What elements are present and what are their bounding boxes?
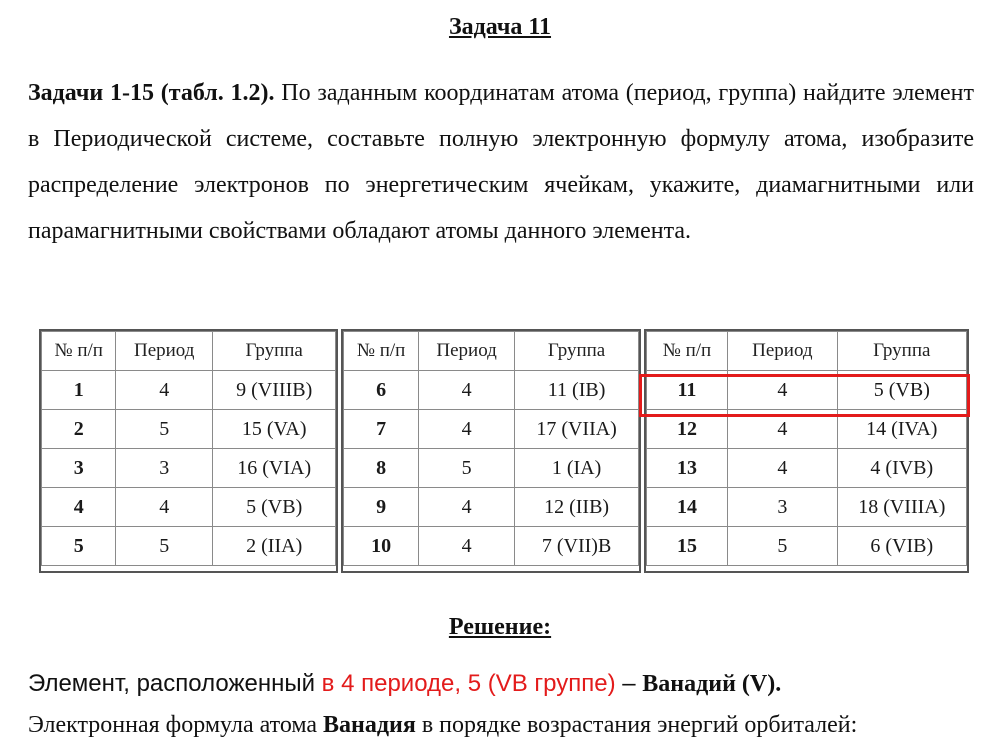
cell-group: 14 (IVA) [837, 410, 966, 449]
cell-group: 6 (VIB) [837, 527, 966, 566]
formula-intro-line [28, 712, 857, 739]
cell-period: 4 [116, 371, 213, 410]
formula-intro-rest: в порядке возрастания энергий орбиталей: [415, 712, 858, 738]
cell-group: 1 (IA) [515, 449, 638, 488]
cell-group: 16 (VIA) [213, 449, 336, 488]
table-row [42, 527, 336, 566]
cell-num: 9 [344, 488, 418, 527]
cell-num: 15 [646, 527, 727, 566]
cell-group: 5 (VB) [837, 371, 966, 410]
table-row [646, 488, 966, 527]
cell-num: 11 [646, 371, 727, 410]
task-text: По заданным координатам атома (период, группа) найдите элемент в Периодической системе, составьте полную электронную формулу атома, изобразите распределение электронов по энергетическим ячейкам, укажите, диамагнитными или парамагнитными свойствами обладают атомы данного элемента. [28, 80, 975, 244]
answer-dash: – [615, 670, 643, 697]
table-row [344, 488, 638, 527]
cell-group: 9 (VIIIB) [213, 371, 336, 410]
table-block-1 [39, 329, 338, 573]
header-group: Группа [515, 332, 638, 371]
table-row [344, 410, 638, 449]
cell-num: 1 [42, 371, 116, 410]
cell-group: 11 (IB) [515, 371, 638, 410]
table-row [42, 488, 336, 527]
cell-num: 7 [344, 410, 418, 449]
table-row [646, 449, 966, 488]
cell-period: 4 [116, 488, 213, 527]
table-row [344, 449, 638, 488]
cell-group: 17 (VIIA) [515, 410, 638, 449]
table-block-3-grid [646, 331, 967, 566]
cell-period: 3 [728, 488, 838, 527]
header-group: Группа [213, 332, 336, 371]
cell-group: 5 (VB) [213, 488, 336, 527]
cell-period: 4 [728, 371, 838, 410]
cell-period: 4 [418, 527, 515, 566]
cell-num: 8 [344, 449, 418, 488]
header-period: Период [116, 332, 213, 371]
answer-element: Ванадий (V). [642, 671, 782, 697]
cell-num: 12 [646, 410, 727, 449]
cell-num: 13 [646, 449, 727, 488]
cell-group: 7 (VII)B [515, 527, 638, 566]
cell-group: 4 (IVB) [837, 449, 966, 488]
table-row-highlighted [646, 371, 966, 410]
solution-title: Решение: [448, 614, 552, 640]
cell-period: 4 [728, 410, 838, 449]
cell-period: 5 [116, 410, 213, 449]
cell-num: 3 [42, 449, 116, 488]
table-row [646, 527, 966, 566]
cell-num: 4 [42, 488, 116, 527]
cell-period: 4 [728, 449, 838, 488]
cell-group: 12 (IIB) [515, 488, 638, 527]
cell-period: 4 [418, 371, 515, 410]
cell-num: 6 [344, 371, 418, 410]
table-row [42, 371, 336, 410]
table-row [646, 410, 966, 449]
cell-group: 15 (VA) [213, 410, 336, 449]
formula-intro-element: Ванадия [323, 712, 416, 738]
header-period: Период [418, 332, 515, 371]
answer-highlight: в 4 периоде, 5 (VB группе) [321, 670, 616, 697]
task-statement [28, 70, 974, 254]
cell-period: 5 [728, 527, 838, 566]
formula-intro-text: Электронная формула атома [28, 712, 324, 738]
table-block-2-grid [343, 331, 638, 566]
table-block-1-grid [41, 331, 336, 566]
cell-period: 3 [116, 449, 213, 488]
answer-line [28, 670, 781, 698]
cell-period: 5 [418, 449, 515, 488]
table-row [42, 410, 336, 449]
coordinates-table [39, 329, 969, 573]
table-block-3 [644, 329, 969, 573]
cell-period: 5 [116, 527, 213, 566]
table-row [344, 527, 638, 566]
header-period: Период [728, 332, 838, 371]
cell-period: 4 [418, 488, 515, 527]
task-intro-bold: Задачи 1-15 (табл. 1.2). [28, 80, 275, 106]
cell-group: 18 (VIIIA) [837, 488, 966, 527]
table-block-2 [341, 329, 640, 573]
cell-num: 10 [344, 527, 418, 566]
cell-period: 4 [418, 410, 515, 449]
header-group: Группа [837, 332, 966, 371]
table-row [344, 371, 638, 410]
cell-num: 14 [646, 488, 727, 527]
answer-prefix: Элемент, расположенный [28, 670, 322, 697]
table-row [42, 449, 336, 488]
cell-num: 2 [42, 410, 116, 449]
header-num: № п/п [42, 332, 116, 371]
cell-group: 2 (IIA) [213, 527, 336, 566]
header-num: № п/п [646, 332, 727, 371]
page-title: Задача 11 [448, 14, 552, 40]
cell-num: 5 [42, 527, 116, 566]
header-num: № п/п [344, 332, 418, 371]
